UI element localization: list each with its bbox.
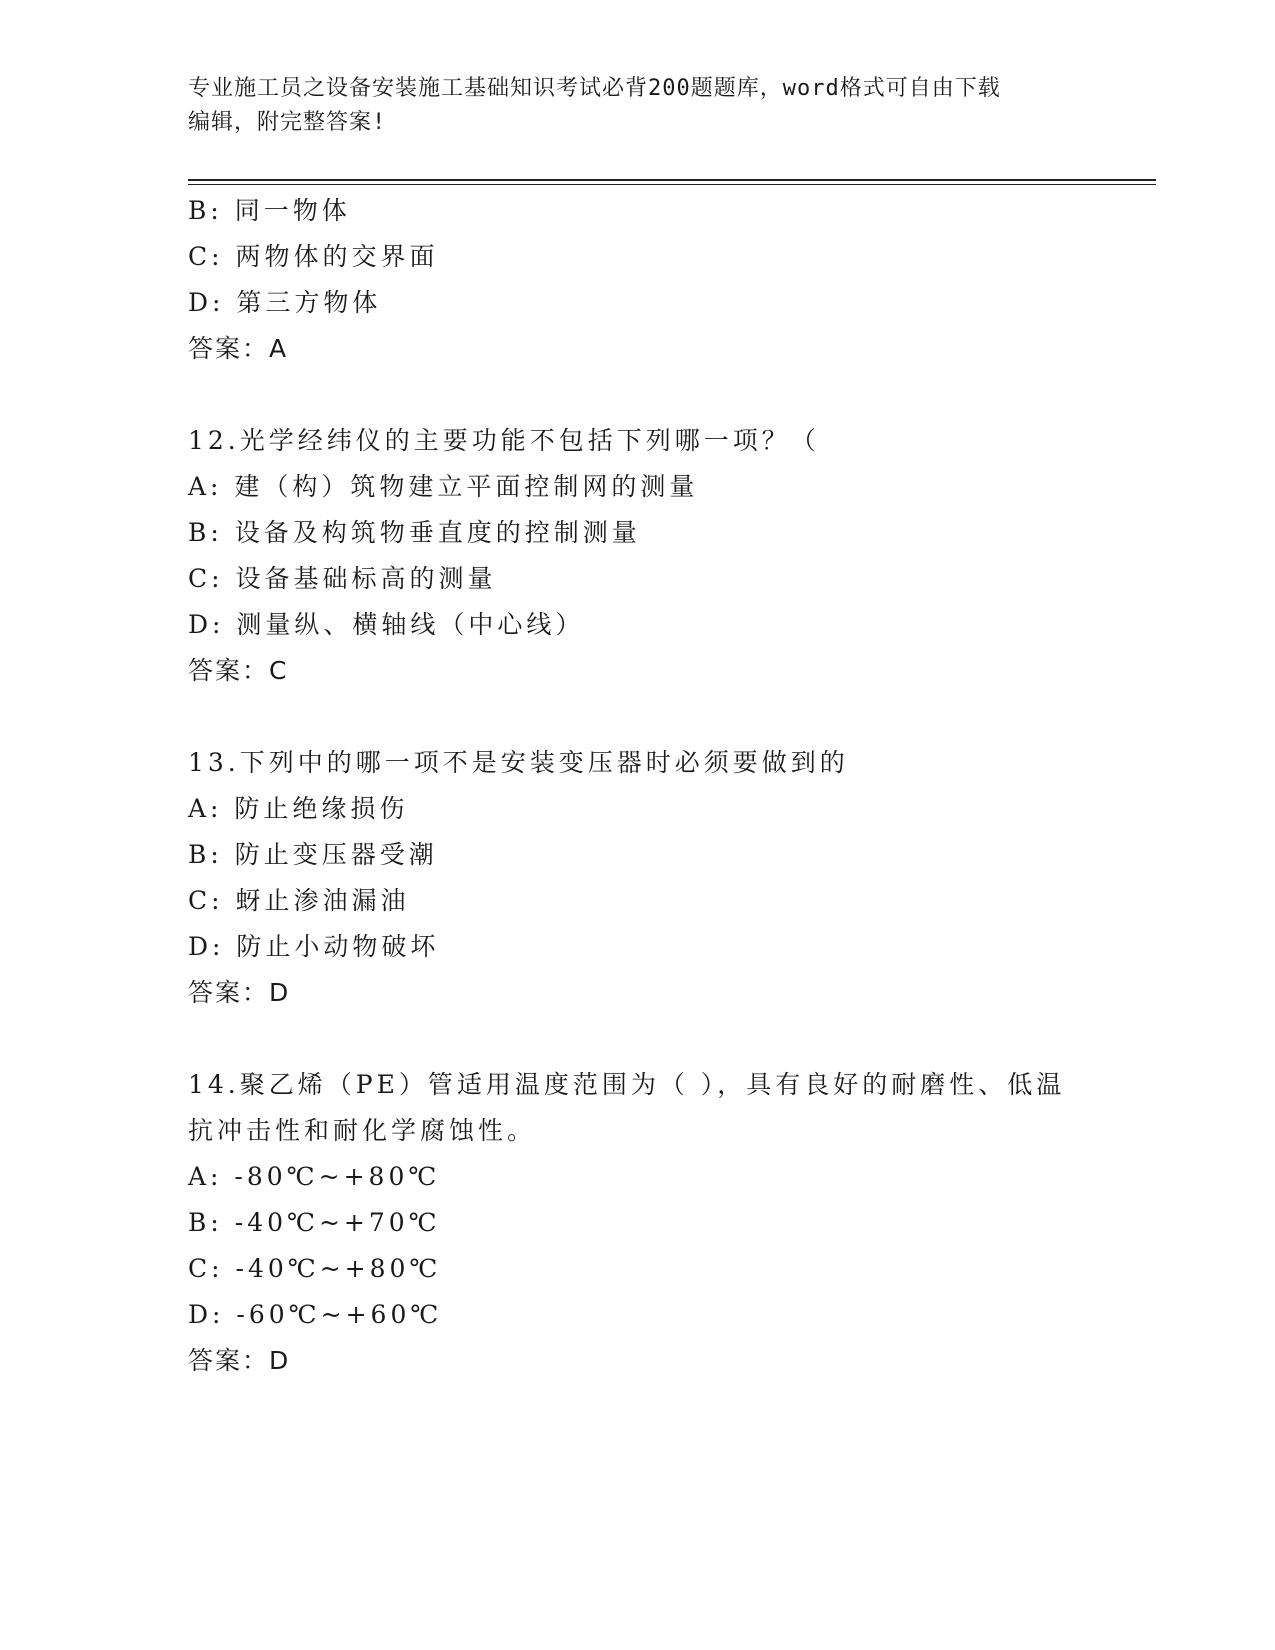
option-d: D: 第三方物体: [188, 288, 382, 317]
question-13: [188, 740, 1088, 1016]
spacer: [188, 1016, 1088, 1062]
spacer: [188, 694, 1088, 740]
question-14: [188, 1062, 1088, 1384]
document-header: [188, 72, 1088, 140]
header-divider: [188, 179, 1156, 185]
option-d: D: 防止小动物破坏: [188, 932, 440, 961]
previous-question-tail: [188, 188, 1088, 372]
question-12: [188, 418, 1088, 694]
answer-label: 答案：C: [188, 656, 289, 685]
header-title-line1: 专业施工员之设备安装施工基础知识考试必背200题题库，word格式可自由下载: [188, 76, 1001, 101]
option-a: A: 防止绝缘损伤: [188, 794, 409, 823]
option-b: B: 防止变压器受潮: [188, 840, 438, 869]
spacer: [188, 372, 1088, 418]
option-c: C: 蚜止渗油漏油: [188, 886, 410, 915]
option-c: C: 设备基础标高的测量: [188, 564, 497, 593]
option-c: C: 两物体的交界面: [188, 242, 439, 271]
option-b: B: 设备及构筑物垂直度的控制测量: [188, 518, 641, 547]
question-stem: 13.下列中的哪一项不是安装变压器时必须要做到的: [188, 748, 849, 777]
option-d: D: -60℃~+60℃: [188, 1300, 443, 1329]
option-a: A: 建（构）筑物建立平面控制网的测量: [188, 472, 699, 501]
option-b: B: 同一物体: [188, 196, 351, 225]
header-title-line2: 编辑，附完整答案!: [188, 110, 387, 135]
answer-label: 答案：D: [188, 978, 291, 1007]
question-list: [188, 188, 1088, 1384]
option-b: B: -40℃~+70℃: [188, 1208, 441, 1237]
option-d: D: 测量纵、横轴线（中心线）: [188, 610, 585, 639]
option-a: A: -80℃~+80℃: [188, 1162, 441, 1191]
answer-label: 答案：D: [188, 1346, 291, 1375]
option-c: C: -40℃~+80℃: [188, 1254, 442, 1283]
answer-label: 答案：A: [188, 334, 289, 363]
question-stem-line1: 14.聚乙烯（PE）管适用温度范围为（ ），具有良好的耐磨性、低温: [188, 1070, 1066, 1099]
question-stem-line2: 抗冲击性和耐化学腐蚀性。: [188, 1116, 537, 1145]
question-stem: 12.光学经纬仪的主要功能不包括下列哪一项？（: [188, 426, 820, 455]
